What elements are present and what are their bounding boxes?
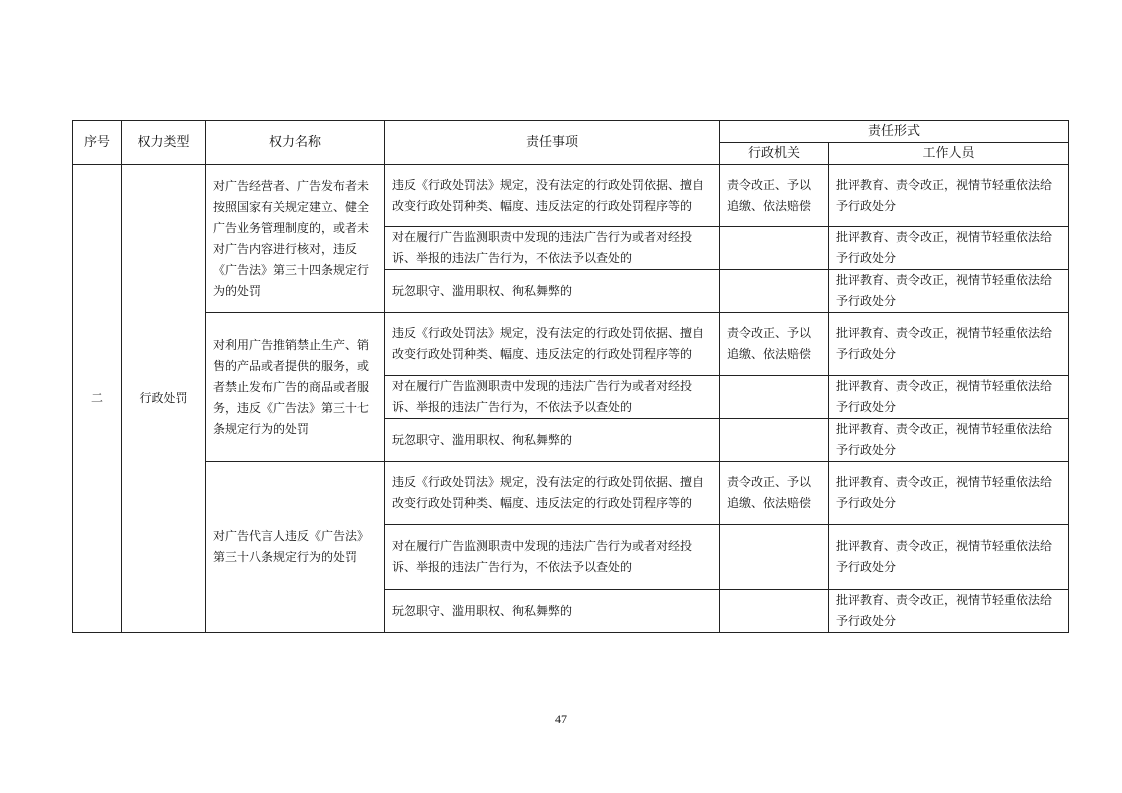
staff-cell: 批评教育、责令改正，视情节轻重依法给予行政处分: [829, 227, 1069, 270]
staff-cell: 批评教育、责令改正，视情节轻重依法给予行政处分: [829, 376, 1069, 419]
page-number: 47: [555, 712, 567, 726]
table-row: [73, 165, 1069, 227]
power-type-cell: 行政处罚: [122, 165, 206, 633]
staff-cell: 批评教育、责令改正，视情节轻重依法给予行政处分: [829, 165, 1069, 227]
power-name-cell: 对广告代言人违反《广告法》第三十八条规定行为的处罚: [206, 462, 385, 633]
staff-cell: 批评教育、责令改正，视情节轻重依法给予行政处分: [829, 313, 1069, 376]
responsibility-cell: 玩忽职守、滥用职权、徇私舞弊的: [385, 590, 720, 633]
responsibility-cell: 违反《行政处罚法》规定，没有法定的行政处罚依据、擅自改变行政处罚种类、幅度、违反法定的行政处罚程序等的: [385, 313, 720, 376]
admin-organ-cell: [720, 227, 829, 270]
admin-organ-cell: [720, 525, 829, 590]
header-power-type: 权力类型: [122, 121, 206, 165]
responsibility-cell: 玩忽职守、滥用职权、徇私舞弊的: [385, 419, 720, 462]
responsibility-cell: 违反《行政处罚法》规定，没有法定的行政处罚依据、擅自改变行政处罚种类、幅度、违反法定的行政处罚程序等的: [385, 462, 720, 525]
admin-organ-cell: 责令改正、予以追缴、依法赔偿: [720, 313, 829, 376]
header-admin-organ: 行政机关: [720, 143, 829, 165]
responsibility-table: [72, 120, 1069, 633]
header-power-name: 权力名称: [206, 121, 385, 165]
staff-cell: 批评教育、责令改正，视情节轻重依法给予行政处分: [829, 419, 1069, 462]
admin-organ-cell: [720, 270, 829, 313]
header-staff: 工作人员: [829, 143, 1069, 165]
header-seq: 序号: [73, 121, 122, 165]
admin-organ-cell: 责令改正、予以追缴、依法赔偿: [720, 462, 829, 525]
responsibility-cell: 玩忽职守、滥用职权、徇私舞弊的: [385, 270, 720, 313]
header-responsibility: 责任事项: [385, 121, 720, 165]
responsibility-cell: 对在履行广告监测职责中发现的违法广告行为或者对经投诉、举报的违法广告行为，不依法予以查处的: [385, 525, 720, 590]
power-name-cell: 对广告经营者、广告发布者未按照国家有关规定建立、健全广告业务管理制度的，或者未对广告内容进行核对，违反《广告法》第三十四条规定行为的处罚: [206, 165, 385, 313]
admin-organ-cell: [720, 419, 829, 462]
header-responsibility-form: 责任形式: [720, 121, 1069, 143]
admin-organ-cell: [720, 590, 829, 633]
staff-cell: 批评教育、责令改正，视情节轻重依法给予行政处分: [829, 270, 1069, 313]
responsibility-cell: 违反《行政处罚法》规定，没有法定的行政处罚依据、擅自改变行政处罚种类、幅度、违反法定的行政处罚程序等的: [385, 165, 720, 227]
admin-organ-cell: 责令改正、予以追缴、依法赔偿: [720, 165, 829, 227]
table-row: [73, 313, 1069, 376]
table-row: [73, 462, 1069, 525]
admin-organ-cell: [720, 376, 829, 419]
seq-cell: 二: [73, 165, 122, 633]
responsibility-cell: 对在履行广告监测职责中发现的违法广告行为或者对经投诉、举报的违法广告行为，不依法予以查处的: [385, 227, 720, 270]
responsibility-cell: 对在履行广告监测职责中发现的违法广告行为或者对经投诉、举报的违法广告行为，不依法予以查处的: [385, 376, 720, 419]
staff-cell: 批评教育、责令改正，视情节轻重依法给予行政处分: [829, 525, 1069, 590]
power-name-cell: 对利用广告推销禁止生产、销售的产品或者提供的服务，或者禁止发布广告的商品或者服务，违反《广告法》第三十七条规定行为的处罚: [206, 313, 385, 462]
staff-cell: 批评教育、责令改正，视情节轻重依法给予行政处分: [829, 462, 1069, 525]
staff-cell: 批评教育、责令改正，视情节轻重依法给予行政处分: [829, 590, 1069, 633]
